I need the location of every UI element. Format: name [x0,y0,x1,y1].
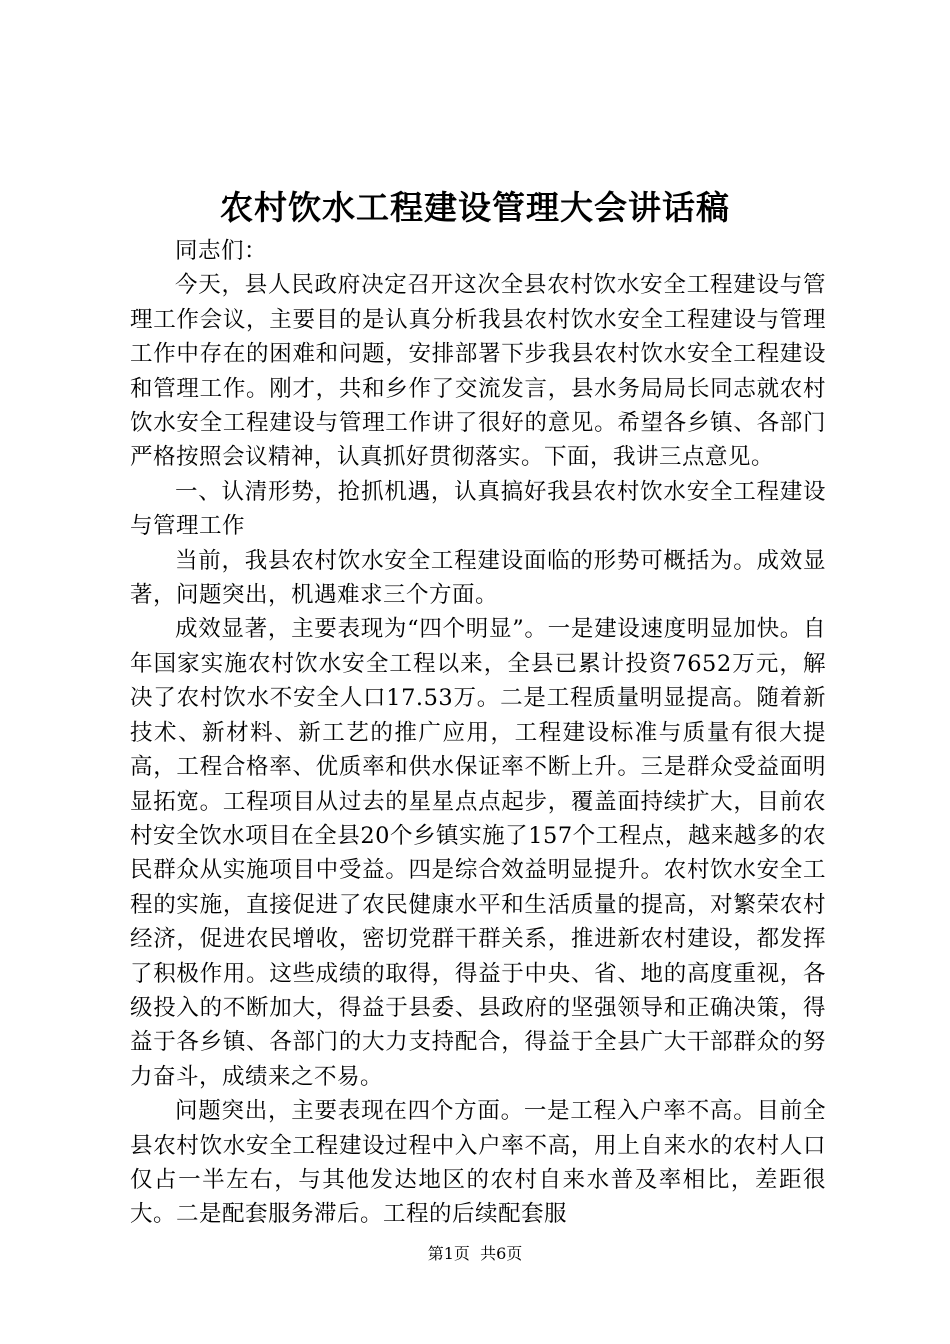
section-heading-1: 一、认清形势，抢抓机遇，认真搞好我县农村饮水安全工程建设与管理工作 [130,478,826,540]
document-body [130,234,826,1232]
paragraph-problems: 问题突出，主要表现在四个方面。一是工程入户率不高。目前全县农村饮水安全工程建设过程中入户率不高，用上自来水的农村人口仅占一半左右，与其他发达地区的农村自来水普及率相比，差距很大。二是配套服务滞后。工程的后续配套服 [130,1098,826,1228]
page-number-footer: 第1页 共6页 [427,1244,523,1263]
paragraph-achievements: 成效显著，主要表现为“四个明显”。一是建设速度明显加快。自年国家实施农村饮水安全工程以来，全县已累计投资7652万元，解决了农村饮水不安全人口17.53万。二是工程质量明显提高。随着新技术、新材料、新工艺的推广应用，工程建设标准与质量有很大提高，工程合格率、优质率和供水保证率不断上升。三是群众受益面明显拓宽。工程项目从过去的星星点点起步，覆盖面持续扩大，目前农村安全饮水项目在全县20个乡镇实施了157个工程点，越来越多的农民群众从实施项目中受益。四是综合效益明显提升。农村饮水安全工程的实施，直接促进了农民健康水平和生活质量的提高，对繁荣农村经济，促进农民增收，密切党群干群关系，推进新农村建设，都发挥了积极作用。这些成绩的取得，得益于中央、省、地的高度重视，各级投入的不断加大，得益于县委、县政府的坚强领导和正确决策，得益于各乡镇、各部门的大力支持配合，得益于全县广大干部群众的努力奋斗，成绩来之不易。 [130,616,826,1090]
paragraph-situation: 当前，我县农村饮水安全工程建设面临的形势可概括为。成效显著，问题突出，机遇难求三个方面。 [130,547,826,609]
document-title: 农村饮水工程建设管理大会讲话稿 [220,188,730,227]
paragraph-salutation: 同志们： [175,238,268,264]
paragraph-intro: 今天，县人民政府决定召开这次全县农村饮水安全工程建设与管理工作会议，主要目的是认真分析我县农村饮水安全工程建设与管理工作中存在的困难和问题，安排部署下步我县农村饮水安全工程建设和管理工作。刚才，共和乡作了交流发言，县水务局局长同志就农村饮水安全工程建设与管理工作讲了很好的意见。希望各乡镇、各部门严格按照会议精神，认真抓好贯彻落实。下面，我讲三点意见。 [130,272,826,471]
